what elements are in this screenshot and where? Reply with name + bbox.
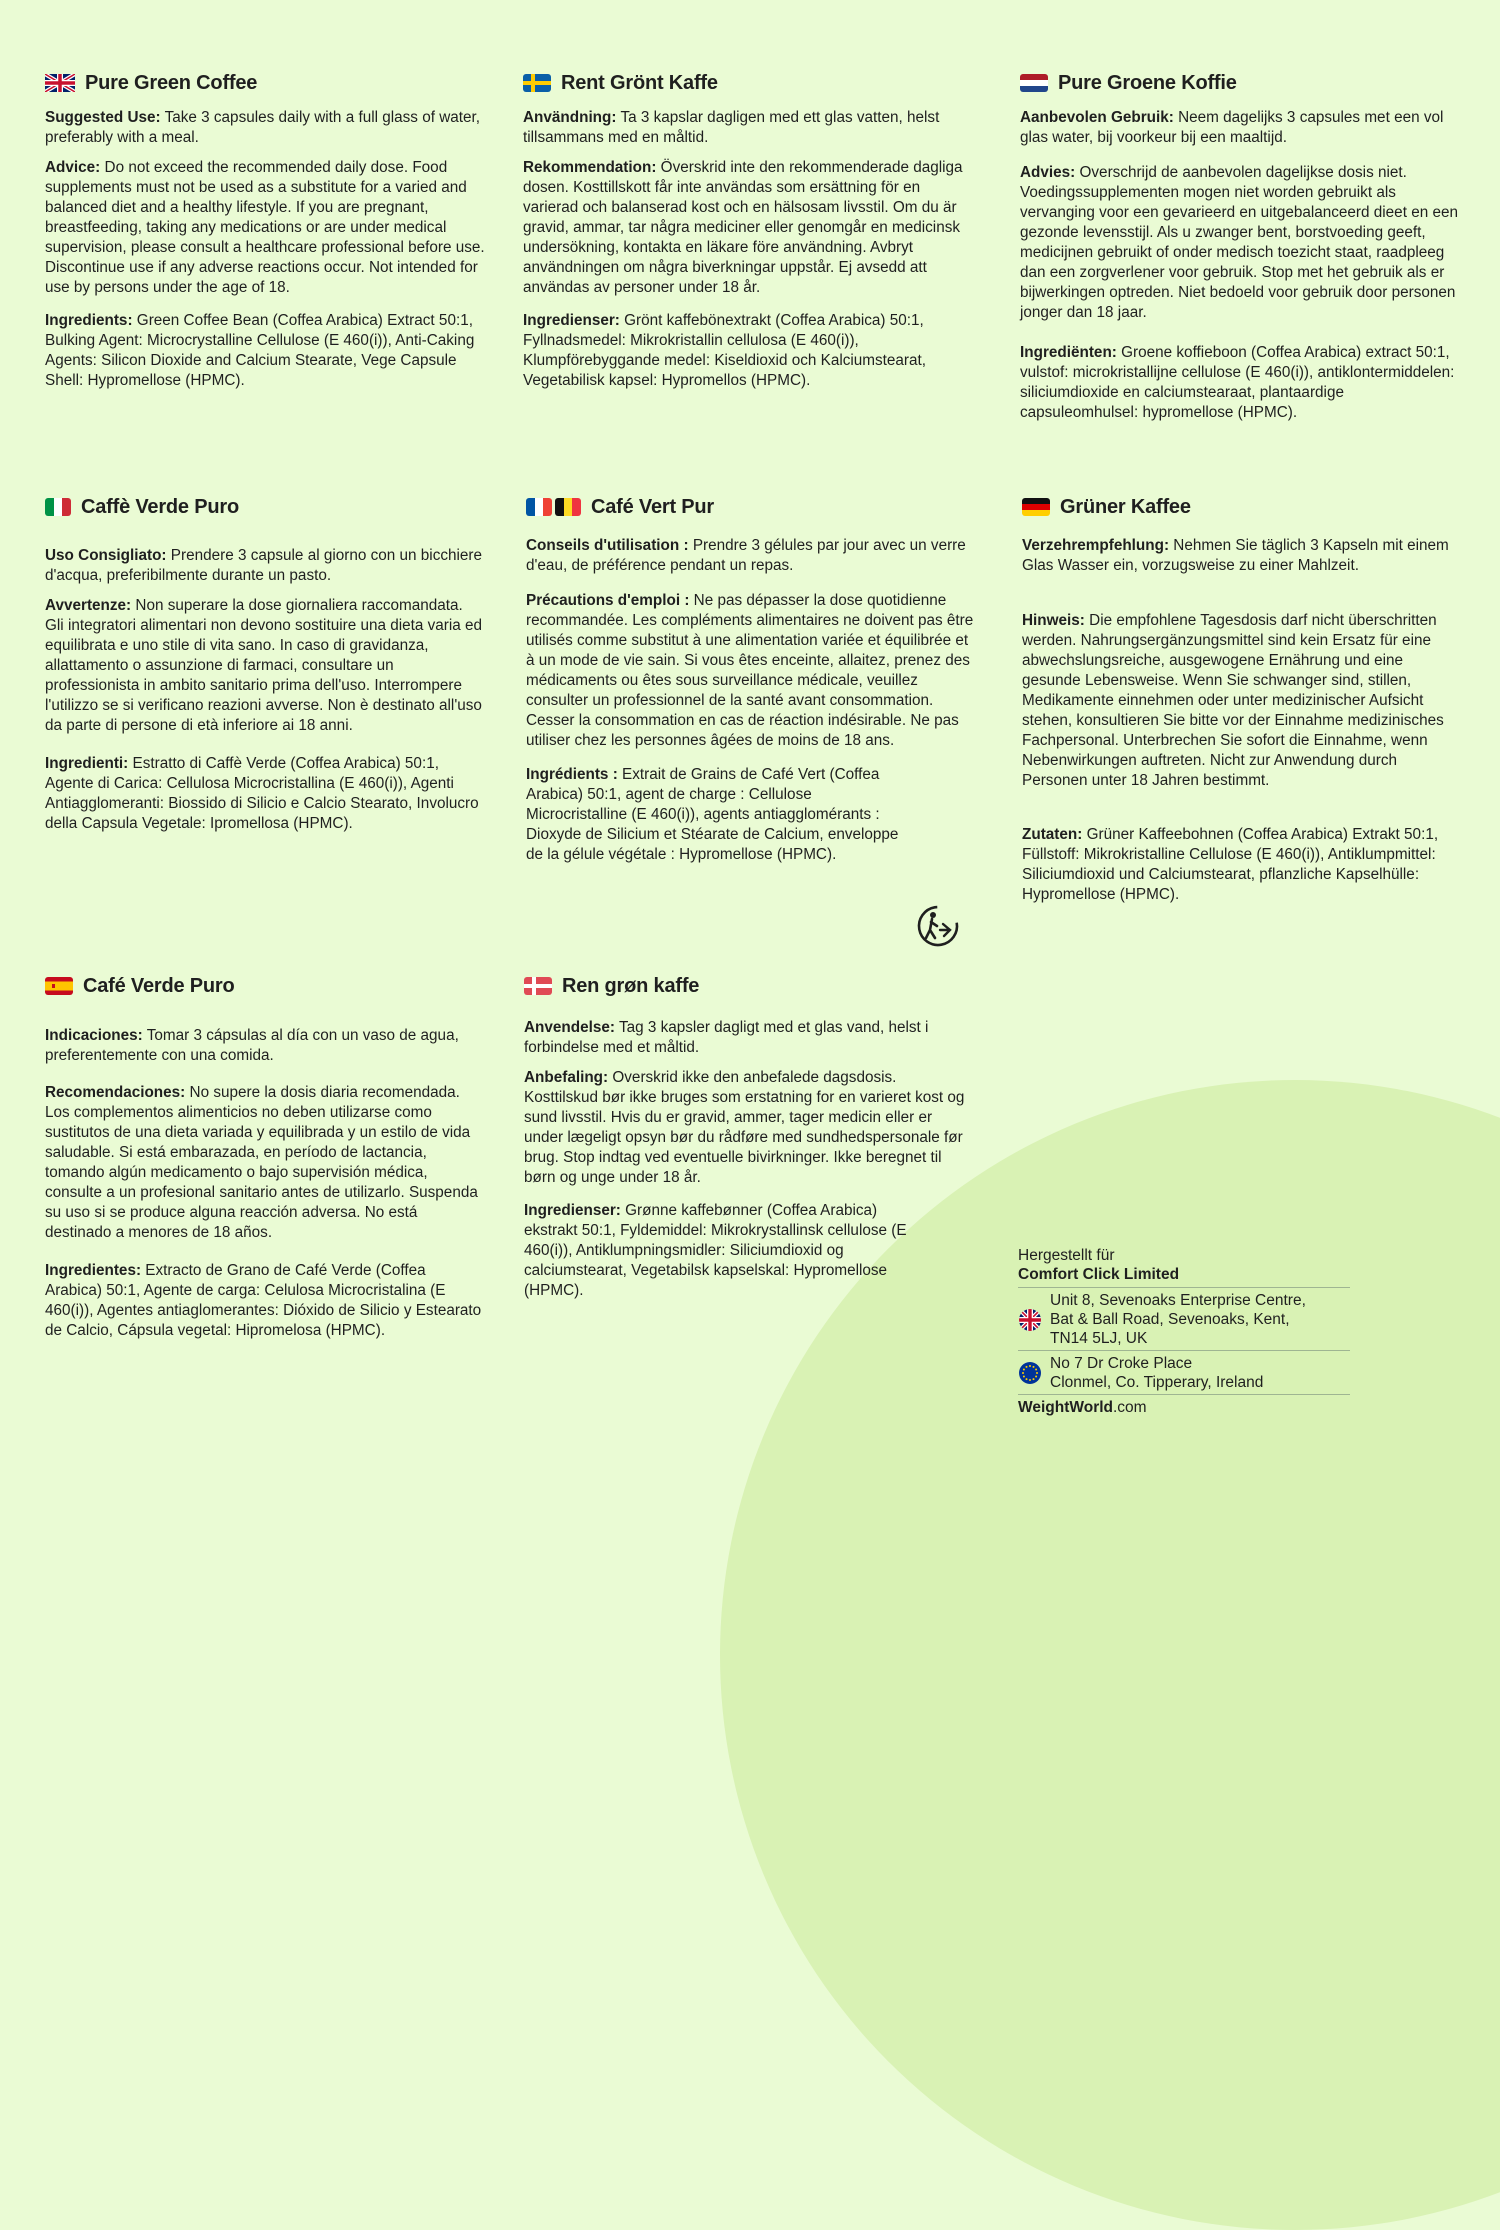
ingredients-paragraph: Ingredienti: Estratto di Caffè Verde (Coffea Arabica) 50:1, Agente di Carica: Cellulosa Microcristallina (E 460(i)), Agenti Antiagglomeranti: Biossido di Silicio e Calcio Stearato, Involucro della Capsula Vegetale: Ipromellosa (HPMC). (45, 755, 479, 832)
advice-paragraph: Advice: Do not exceed the recommended daily dose. Food supplements must not be used as a substitute for a varied and balanced diet and a healthy lifestyle. If you are pregnant, breastfeeding, taking any medications or are under medical supervision, please consult a healthcare professional before use. Discontinue use if any adverse reactions occur. Not intended for use by persons under the age of 18. (45, 159, 485, 296)
usage-paragraph: Suggested Use: Take 3 capsules daily with a full glass of water, preferably with a meal. (45, 109, 481, 146)
company-name: Comfort Click Limited (1018, 1265, 1350, 1288)
uk-flag-icon (45, 74, 75, 92)
netherlands-flag-icon (1020, 74, 1048, 92)
advice-paragraph: Advies: Overschrijd de aanbevolen dagelijkse dosis niet. Voedingssupplementen mogen niet worden gebruikt als vervanging voor een gevarieerd en uitgebalanceerd dieet en een gezonde levensstijl. Als u zwanger bent, borstvoeding geeft, medicijnen gebruikt of onder medisch toezicht staat, raadpleeg dan een zorgverlener voor gebruik. Stop met het gebruik als er bijwerkingen optreden. Niet bedoeld voor gebruik door personen jonger dan 18 jaar. (1020, 164, 1458, 321)
eu-flag-icon (1018, 1361, 1042, 1385)
section-german (1022, 492, 1462, 915)
sweden-flag-icon (523, 74, 551, 92)
advice-paragraph: Rekommendation: Överskrid inte den rekommenderade dagliga dosen. Kosttillskott får inte användas som ersättning för en varierad och balanserad kost och en hälsosam livsstil. Om du är gravid, ammar, tar några mediciner eller genomgår en medicinsk undersökning, kontakta en läkare före användning. Avbryt användningen om några biverkningar uppstår. Ej avsedd att användas av personer under 18 år. (523, 159, 963, 296)
section-danish (524, 971, 969, 1311)
section-title: Caffè Verde Puro (81, 495, 239, 518)
usage-paragraph: Conseils d'utilisation : Prendre 3 gélules par jour avec un verre d'eau, de préférence pendant un repas. (526, 537, 966, 574)
website-link[interactable]: WeightWorld.com (1018, 1399, 1147, 1416)
section-spanish (45, 971, 485, 1351)
usage-paragraph: Användning: Ta 3 kapslar dagligen med ett glas vatten, helst tillsammans med en måltid. (523, 109, 940, 146)
ingredients-paragraph: Ingredients: Green Coffee Bean (Coffea Arabica) Extract 50:1, Bulking Agent: Microcrystalline Cellulose (E 460(i)), Anti-Caking Agents: Silicon Dioxide and Calcium Stearate, Vege Capsule Shell: Hypromellose (HPMC). (45, 312, 475, 389)
denmark-flag-icon (524, 977, 552, 995)
france-belgium-flag-icon (526, 498, 581, 516)
eu-address: No 7 Dr Croke Place Clonmel, Co. Tipperary, Ireland (1018, 1351, 1350, 1395)
section-title: Pure Green Coffee (85, 71, 258, 94)
usage-paragraph: Aanbevolen Gebruik: Neem dagelijks 3 capsules met een vol glas water, bij voorkeur bij een maaltijd. (1020, 109, 1444, 146)
advice-paragraph: Hinweis: Die empfohlene Tagesdosis darf nicht überschritten werden. Nahrungsergänzungsmittel sind kein Ersatz für eine abwechslungsreiche, ausgewogene Ernährung und eine gesunde Lebensweise. Wenn Sie schwanger sind, stillen, Medikamente einnehmen oder unter medizinischer Aufsicht stehen, konsultieren Sie bitte vor der Einnahme medizinisches Fachpersonal. Unterbrechen Sie sofort die Einnahme, wenn Nebenwirkungen auftreten. Nicht zur Anwendung durch Personen unter 18 Jahren bestimmt. (1022, 612, 1444, 789)
usage-paragraph: Indicaciones: Tomar 3 cápsulas al día con un vaso de agua, preferentemente con una comida. (45, 1027, 459, 1064)
advice-paragraph: Avvertenze: Non superare la dose giornaliera raccomandata. Gli integratori alimentari non devono sostituire una dieta varia ed equilibrata e uno stile di vita sano. In caso di gravidanza, allattamento o assunzione di farmaci, consultare un professionista in ambito sanitario prima dell'uso. Interrompere l'utilizzo se si verificano reazioni avverse. Non è destinato all'uso da parte di persone di età inferiore ai 18 anni. (45, 597, 483, 734)
spain-flag-icon (45, 977, 73, 995)
section-swedish (523, 68, 978, 401)
ingredients-paragraph: Ingredientes: Extracto de Grano de Café Verde (Coffea Arabica) 50:1, Agente de carga: Celulosa Microcristalina (E 460(i)), Agentes antiaglomerantes: Dióxido de Silicio y Estearato de Calcio, Cápsula vegetal: Hipromelosa (HPMC). (45, 1262, 482, 1339)
italy-flag-icon (45, 498, 71, 516)
ingredients-paragraph: Ingredienser: Grönt kaffebönextrakt (Coffea Arabica) 50:1, Fyllnadsmedel: Mikrokristallin cellulosa (E 460(i)), Klumpförebyggande medel: Kiseldioxid och Kalciumstearat, Vegetabilisk kapsel: Hypromellos (HPMC). (523, 312, 927, 389)
germany-flag-icon (1022, 498, 1050, 516)
advice-paragraph: Précautions d'emploi : Ne pas dépasser la dose quotidienne recommandée. Les compléments alimentaires ne doivent pas être utilisés comme substitut à une alimentation variée et équilibrée et à un mode de vie sain. Si vous êtes enceinte, allaitez, prenez des médicaments ou êtes sous surveillance médicale, veuillez consulter un professionnel de la santé avant consommation. Cesser la consommation en cas de réaction indésirable. Ne pas utiliser chez les personnes âgées de moins de 18 ans. (526, 592, 974, 749)
usage-paragraph: Uso Consigliato: Prendere 3 capsule al giorno con un bicchiere d'acqua, preferibilmente durante un pasto. (45, 547, 483, 584)
triman-recycling-icon (916, 904, 960, 953)
section-title: Pure Groene Koffie (1058, 71, 1237, 94)
made-for-label: Hergestellt für (1018, 1247, 1115, 1264)
section-dutch (1020, 68, 1465, 433)
section-title: Café Verde Puro (83, 974, 235, 997)
usage-paragraph: Verzehrempfehlung: Nehmen Sie täglich 3 Kapseln mit einem Glas Wasser ein, vorzugsweise zu einer Mahlzeit. (1022, 537, 1449, 574)
section-title: Grüner Kaffee (1060, 495, 1191, 518)
uk-flag-icon (1018, 1308, 1042, 1332)
manufacturer-info (1018, 1246, 1350, 1417)
section-french (526, 492, 976, 875)
ingredients-paragraph: Ingrédients : Extrait de Grains de Café Vert (Coffea Arabica) 50:1, agent de charge : Cellulose Microcristalline (E 460(i)), agents antiagglomérants : Dioxyde de Silicium et Stéarate de Calcium, enveloppe de la gélule végétale : Hypromellose (HPMC). (526, 766, 899, 863)
advice-paragraph: Anbefaling: Overskrid ikke den anbefalede dagsdosis. Kosttilskud bør ikke bruges som erstatning for en varieret kost og sund livsstil. Hvis du er gravid, ammer, tager medicin eller er under lægeligt opsyn bør du rådføre med sundhedspersonale før brug. Stop indtag ved eventuelle bivirkninger. Ikke beregnet til børn og unge under 18 år. (524, 1069, 965, 1186)
section-title: Café Vert Pur (591, 495, 715, 518)
ingredients-paragraph: Ingrediënten: Groene koffieboon (Coffea Arabica) extract 50:1, vulstof: microkristallijne cellulose (E 460(i)), antiklontermiddelen: siliciumdioxide en calciumstearaat, plantaardige capsuleomhulsel: hypromellose (HPMC). (1020, 344, 1455, 421)
ingredients-paragraph: Ingredienser: Grønne kaffebønner (Coffea Arabica) ekstrakt 50:1, Fyldemiddel: Mikrokrystallinsk cellulose (E 460(i)), Antiklumpningsmidler: Siliciumdioxid og calciumstearat, Vegetabilsk kapselskal: Hypromellose (HPMC). (524, 1202, 907, 1299)
usage-paragraph: Anvendelse: Tag 3 kapsler dagligt med et glas vand, helst i forbindelse med et måltid. (524, 1019, 929, 1056)
section-italian (45, 492, 485, 844)
advice-paragraph: Recomendaciones: No supere la dosis diaria recomendada. Los complementos alimenticios no deben utilizarse como sustitutos de una dieta variada y equilibrada y un estilo de vida saludable. Si está embarazada, en período de lactancia, tomando algún medicamento o bajo supervisión médica, consulte a un profesional sanitario antes de utilizarlo. Suspenda su uso si se produce alguna reacción adversa. No está destinado a menores de 18 años. (45, 1084, 478, 1241)
section-english (45, 68, 485, 401)
section-title: Rent Grönt Kaffe (561, 71, 718, 94)
uk-address: Unit 8, Sevenoaks Enterprise Centre, Bat & Ball Road, Sevenoaks, Kent, TN14 5LJ, UK (1018, 1288, 1350, 1351)
section-title: Ren grøn kaffe (562, 974, 700, 997)
ingredients-paragraph: Zutaten: Grüner Kaffeebohnen (Coffea Arabica) Extrakt 50:1, Füllstoff: Mikrokristalline Cellulose (E 460(i)), Antiklumpmittel: Siliciumdioxid und Calciumstearat, pflanzliche Kapselhülle: Hypromellose (HPMC). (1022, 826, 1439, 903)
